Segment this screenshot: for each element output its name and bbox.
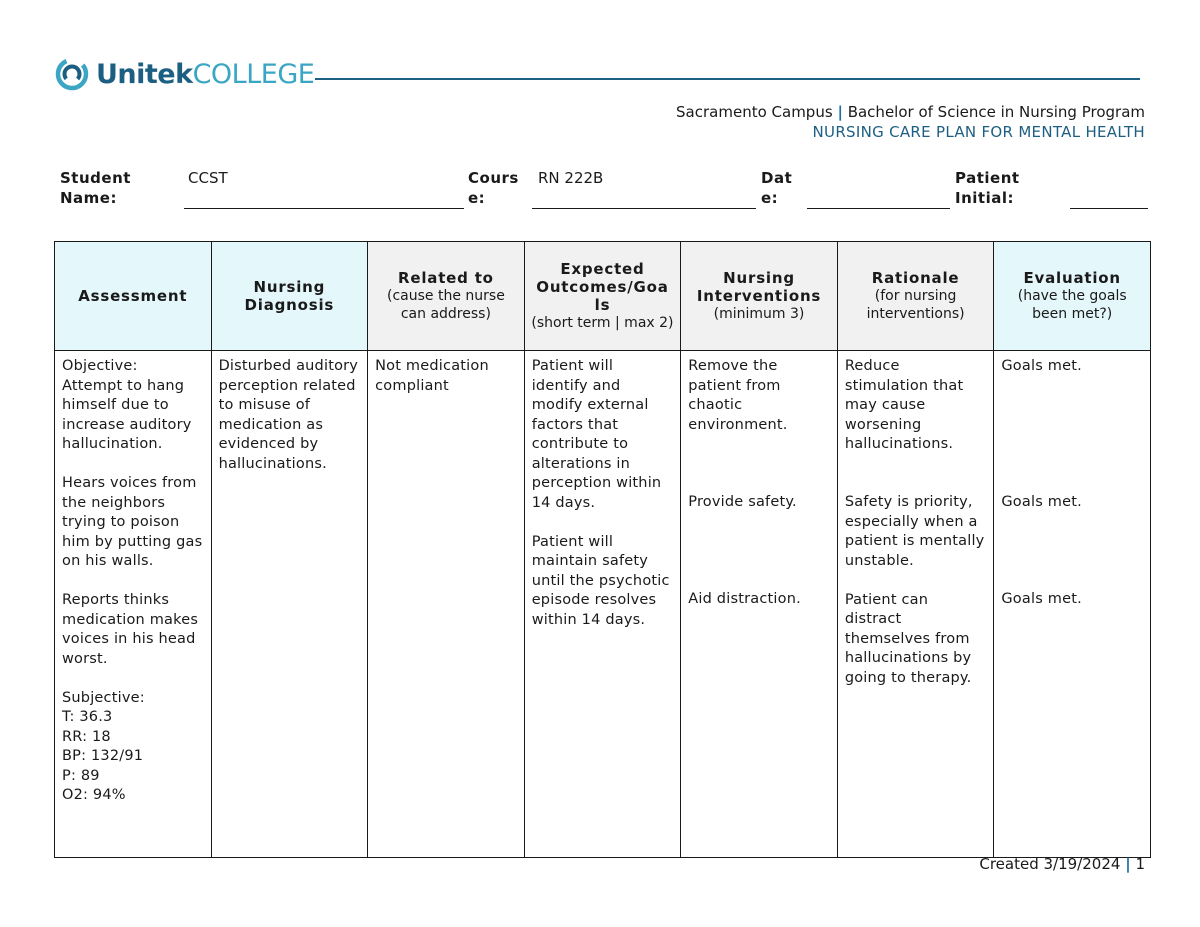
- student-label-line2: Name:: [60, 189, 117, 207]
- course-label: [468, 168, 519, 208]
- interventions-cell[interactable]: [681, 351, 838, 858]
- header-rule: [315, 78, 1140, 80]
- date-underline: [807, 208, 950, 209]
- campus-separator: |: [837, 103, 843, 121]
- evaluation-item: Goals met.: [1001, 358, 1082, 374]
- header-expected-outcomes: [524, 242, 681, 351]
- header-title: Nursing Diagnosis: [244, 278, 335, 314]
- header-title: Assessment: [78, 287, 188, 305]
- header-nursing-interventions: [681, 242, 838, 351]
- program-name: Bachelor of Science in Nursing Program: [847, 103, 1145, 121]
- created-date: Created 3/19/2024: [979, 855, 1121, 873]
- intervention-item: Provide safety.: [688, 494, 797, 510]
- header-title: Expected Outcomes/Goa ls: [536, 260, 669, 314]
- header-assessment: [55, 242, 212, 351]
- student-label-line1: Student: [60, 169, 131, 187]
- related-to-cell[interactable]: [368, 351, 525, 858]
- rationale-cell[interactable]: [837, 351, 994, 858]
- logo-college-text: COLLEGE: [192, 58, 315, 90]
- logo-wordmark: [96, 58, 315, 90]
- student-name-underline: [184, 208, 464, 209]
- course-underline: [532, 208, 756, 209]
- header-subtitle: (for nursing interventions): [866, 288, 965, 322]
- diagnosis-cell[interactable]: [211, 351, 368, 858]
- assessment-voices: Hears voices from the neighbors trying to poison him by putting gas on his walls.: [62, 475, 203, 569]
- header-subtitle: (have the goals been met?): [1017, 288, 1127, 322]
- patient-initial-label: [955, 168, 1020, 208]
- info-fields: [60, 168, 1150, 212]
- header-subtitle: (minimum 3): [713, 306, 805, 322]
- header-related-to: [368, 242, 525, 351]
- assessment-subjective-vitals: Subjective: T: 36.3 RR: 18 BP: 132/91 P: 89 O2: 94%: [62, 689, 145, 803]
- date-label: [761, 168, 792, 208]
- diagnosis-text: Disturbed auditory perception related to misuse of medication as evidenced by hallucinations.: [218, 358, 359, 472]
- course-field[interactable]: RN 222B: [538, 169, 604, 187]
- assessment-cell[interactable]: [55, 351, 212, 858]
- page-footer: [979, 855, 1145, 873]
- outcome-item: Patient will identify and modify external factors that contribute to alterations in perception within 14 days.: [531, 358, 662, 511]
- outcomes-cell[interactable]: [524, 351, 681, 858]
- course-label-line2: e:: [468, 189, 486, 207]
- header-nursing-diagnosis: [211, 242, 368, 351]
- evaluation-item: Goals met.: [1001, 591, 1082, 607]
- course-label-line1: Cours: [468, 169, 519, 187]
- header-subtitle: (short term | max 2): [531, 315, 674, 331]
- student-name-label: [60, 168, 131, 208]
- plan-title: NURSING CARE PLAN FOR MENTAL HEALTH: [812, 123, 1145, 141]
- related-to-text: Not medication compliant: [375, 358, 489, 394]
- campus-name: Sacramento Campus: [676, 103, 833, 121]
- rationale-item: Safety is priority, especially when a patient is mentally unstable.: [844, 494, 985, 569]
- header-rationale: [837, 242, 994, 351]
- patient-initial-underline: [1070, 208, 1148, 209]
- logo-unitek-text: Unitek: [96, 58, 193, 90]
- unitek-swirl-icon: [54, 56, 90, 92]
- rationale-item: Reduce stimulation that may cause worsening hallucinations.: [844, 358, 964, 452]
- intervention-item: Remove the patient from chaotic environment.: [688, 358, 788, 433]
- footer-separator: |: [1125, 855, 1131, 873]
- patient-label-line2: Initial:: [955, 189, 1014, 207]
- date-label-line1: Dat: [761, 169, 793, 187]
- table-row: [55, 351, 1151, 858]
- student-name-field[interactable]: CCST: [188, 169, 228, 187]
- outcome-item: Patient will maintain safety until the psychotic episode resolves within 14 days.: [531, 533, 670, 628]
- header-title: Related to: [398, 269, 494, 287]
- unitek-college-logo: [54, 54, 314, 94]
- patient-label-line1: Patient: [955, 169, 1020, 187]
- campus-program-line: [676, 103, 1145, 121]
- rationale-item: Patient can distract themselves from hallucinations by going to therapy.: [844, 591, 972, 686]
- assessment-medication: Reports thinks medication makes voices in his head worst.: [62, 592, 199, 667]
- page-number: 1: [1135, 855, 1145, 873]
- evaluation-item: Goals met.: [1001, 494, 1082, 510]
- evaluation-cell[interactable]: [994, 351, 1151, 858]
- care-plan-table: [54, 241, 1151, 858]
- header-title: Rationale: [871, 269, 960, 287]
- intervention-item: Aid distraction.: [688, 591, 801, 607]
- table-header-row: [55, 242, 1151, 351]
- assessment-objective: Objective: Attempt to hang himself due to increase auditory hallucination.: [62, 358, 192, 452]
- header-title: Evaluation: [1023, 269, 1121, 287]
- date-label-line2: e:: [761, 189, 779, 207]
- header-title: Nursing Interventions: [696, 269, 822, 305]
- header-evaluation: [994, 242, 1151, 351]
- header-subtitle: (cause the nurse can address): [387, 288, 505, 322]
